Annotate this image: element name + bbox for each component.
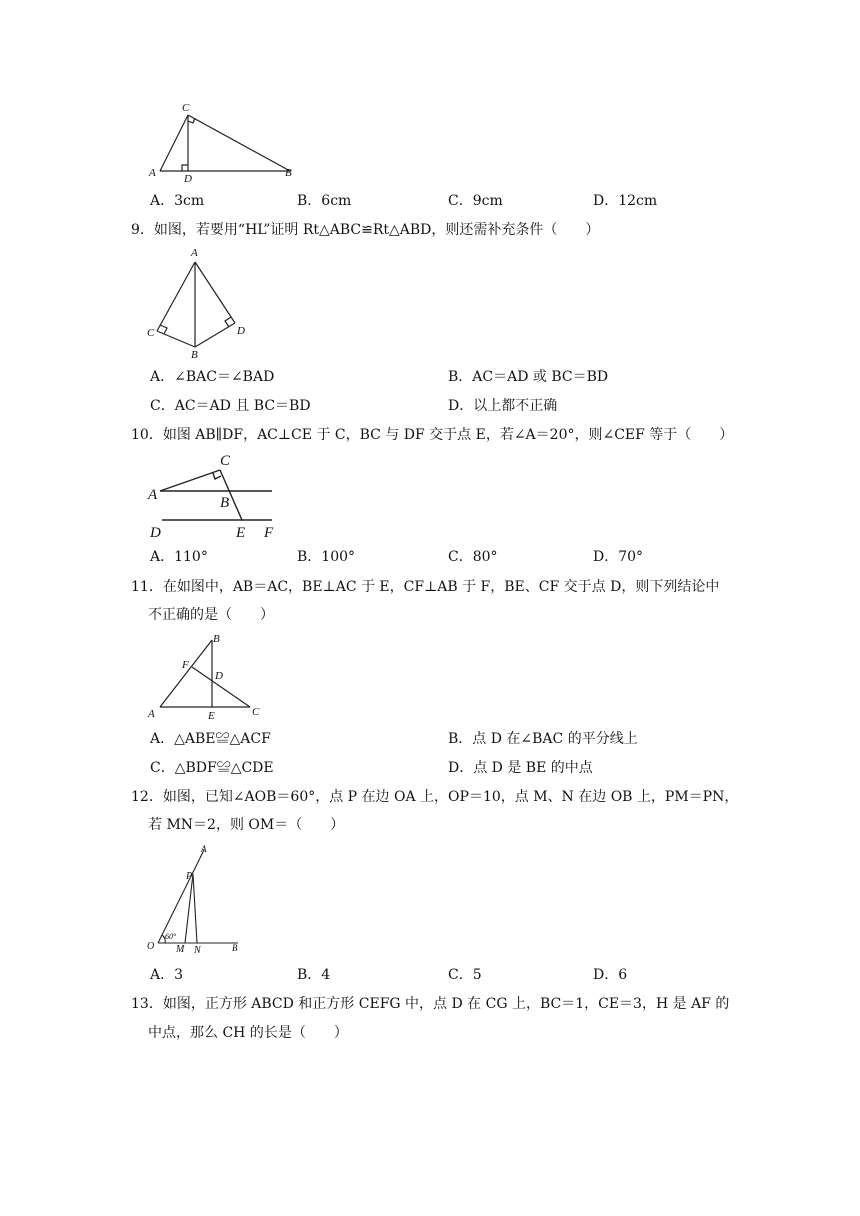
q9-figure: [140, 244, 250, 360]
q11-label-c: C: [252, 706, 260, 718]
q9-option-c[interactable]: C．AC＝AD 且 BC＝BD: [150, 398, 311, 414]
q12-option-a[interactable]: A．3: [150, 967, 184, 983]
q12-option-c[interactable]: C．5: [448, 967, 482, 983]
q8-option-a[interactable]: A．3cm: [150, 193, 205, 209]
q11-text-line2: 不正确的是（ ）: [148, 607, 274, 623]
q9-label-d: D: [237, 325, 245, 337]
q12-label-p: P: [186, 871, 193, 882]
q9-option-d[interactable]: D．以上都不正确: [448, 398, 558, 414]
q10-label-a: A: [148, 487, 158, 503]
q12-option-d[interactable]: D．6: [593, 967, 628, 983]
q11-option-b[interactable]: B．点 D 在∠BAC 的平分线上: [448, 731, 638, 747]
q12-label-m: M: [176, 944, 185, 955]
q8-label-a: A: [149, 167, 156, 179]
q10-label-d: D: [150, 525, 161, 541]
q10-option-c[interactable]: C．80°: [448, 549, 498, 565]
q12-label-a: A: [201, 844, 207, 854]
q12-option-b[interactable]: B．4: [297, 967, 331, 983]
q9-option-b[interactable]: B．AC＝AD 或 BC＝BD: [448, 369, 609, 385]
q10-option-d[interactable]: D．70°: [593, 549, 644, 565]
q9-label-a: A: [191, 247, 198, 259]
q11-option-a[interactable]: A．△ABE≌△ACF: [150, 731, 271, 747]
q12-text-line2: 若 MN＝2，则 OM＝（ ）: [148, 817, 345, 833]
q9-label-c: C: [147, 327, 155, 339]
q9-option-a[interactable]: A．∠BAC＝∠BAD: [150, 369, 275, 385]
q12-figure: [140, 840, 255, 958]
q11-option-d[interactable]: D．点 D 是 BE 的中点: [448, 760, 593, 776]
q10-option-a[interactable]: A．110°: [150, 549, 208, 565]
q11-label-d: D: [215, 670, 223, 682]
q8-option-c[interactable]: C．9cm: [448, 193, 503, 209]
q8-label-d: D: [184, 173, 192, 184]
q11-figure: [140, 630, 270, 722]
q10-option-b[interactable]: B．100°: [297, 549, 356, 565]
q8-label-b: B: [285, 167, 292, 179]
q10-text: 10．如图 AB∥DF，AC⊥CE 于 C，BC 与 DF 交于点 E，若∠A＝20°，则∠CEF 等于（ ）: [131, 427, 734, 443]
q12-text-line1: 12．如图，已知∠AOB＝60°，点 P 在边 OA 上，OP＝10，点 M、N 在边 OB 上，PM＝PN，: [131, 789, 739, 805]
q12-label-n: N: [194, 945, 201, 956]
q10-label-e: E: [236, 525, 246, 541]
q8-figure: [140, 100, 300, 184]
q9-text: 9．如图，若要用“HL”证明 Rt△ABC≌Rt△ABD，则还需补充条件（ ）: [131, 222, 600, 238]
q11-text-line1: 11．在如图中，AB＝AC，BE⊥AC 于 E，CF⊥AB 于 F，BE、CF 交于点 D，则下列结论中: [131, 579, 720, 595]
q12-angle-label: 60°: [165, 932, 177, 941]
q11-label-b: B: [213, 633, 220, 645]
q12-label-b: B: [232, 943, 238, 953]
q13-text-line1: 13．如图，正方形 ABCD 和正方形 CEFG 中，点 D 在 CG 上，BC＝1，CE＝3，H 是 AF 的: [131, 996, 730, 1012]
q10-figure: [140, 449, 290, 543]
q13-text-line2: 中点，那么 CH 的长是（ ）: [148, 1025, 348, 1041]
q9-label-b: B: [191, 349, 198, 360]
q11-label-e: E: [208, 710, 215, 722]
q11-option-c[interactable]: C．△BDF≌△CDE: [150, 760, 274, 776]
q8-option-b[interactable]: B．6cm: [297, 193, 352, 209]
q10-label-c: C: [220, 453, 231, 469]
q12-label-o: O: [147, 941, 155, 952]
q8-option-d[interactable]: D．12cm: [593, 193, 658, 209]
q10-label-f: F: [264, 525, 274, 541]
q11-label-a: A: [148, 708, 155, 720]
q11-label-f: F: [182, 659, 189, 671]
q10-label-b: B: [220, 495, 230, 511]
q8-label-c: C: [182, 102, 190, 114]
